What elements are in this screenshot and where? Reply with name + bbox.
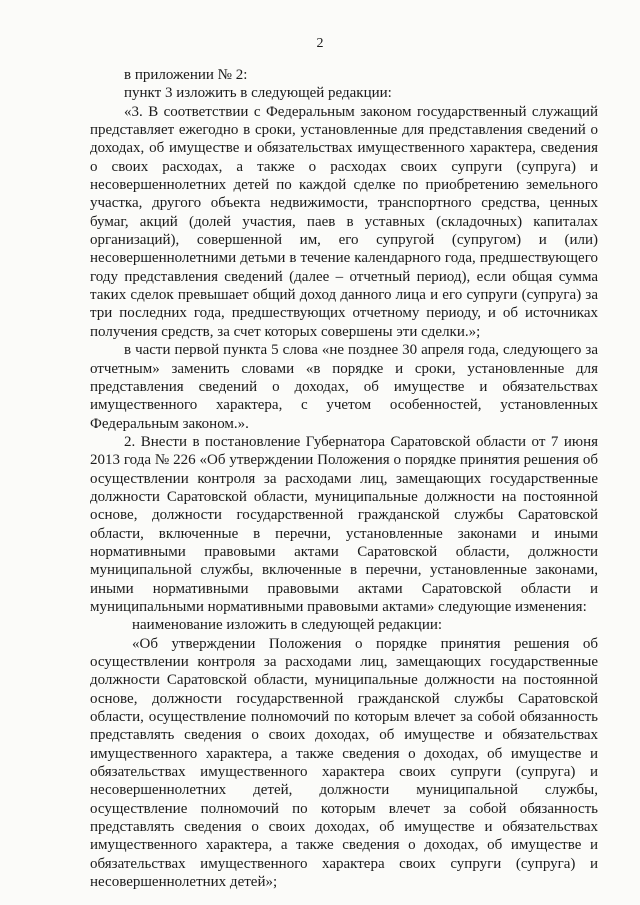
- paragraph-appendix-2: в приложении № 2:: [124, 67, 248, 83]
- paragraph-title-change: наименование изложить в следующей редакции:: [132, 617, 443, 634]
- paragraph-point-5-change: в части первой пункта 5 слова «не позднее 30 апреля года, следующего за отчетным» заменить словами «в порядке и сроки, установленные для представления сведений о доходах, об имуществе и обязательствах имущественного характера, с учетом особенностей, установленных Федеральным законом.».: [90, 342, 598, 432]
- paragraph-amendment-2: 2. Внести в постановление Губернатора Саратовской области от 7 июня 2013 года № 226 «Об утверждении Положения о порядке принятия решения об осуществлении контроля за расходами лиц, замещающих государственные должности Саратовской области, муниципальные должности на постоянной основе, должности государственной гражданской службы Саратовской области, включенные в перечни, установленные законами и иными нормативными правовыми актами Саратовской области, должности муниципальной службы, включенные в перечни, установленные законами, иными нормативными правовыми актами Саратовской области и муниципальными нормативными правовыми актами» следующие изменения:: [90, 433, 598, 615]
- paragraph-point-3-text: «3. В соответствии с Федеральным законом государственный служащий представляет ежегодно в сроки, установленные для представления сведений о доходах, об имуществе и обязательствах имущественного характера, сведения о своих расходах, а также о расходах своих супруги (супруга) и несовершеннолетних детей по каждой сделке по приобретению земельного участка, другого объекта недвижимости, транспортного средства, ценных бумаг, акций (долей участия, паев в уставных (складочных) капиталах организаций), совершенной им, его супругой (супругом) и (или) несовершеннолетними детьми в течение календарного года, предшествующего году представления сведений (далее – отчетный период), если общая сумма таких сделок превышает общий доход данного лица и его супруги (супруга) за три последних года, предшествующих отчетному периоду, и об источниках получения средств, за счет которых совершены эти сделки.»;: [90, 103, 598, 340]
- page-number: 2: [316, 36, 324, 51]
- paragraph-new-title: «Об утверждении Положения о порядке принятия решения об осуществлении контроля за расходами лиц, замещающих государственные должности Саратовской области, муниципальные должности на постоянной основе, должности государственной гражданской службы Саратовской области, осуществление полномочий по которым влечет за собой обязанность представлять сведения о своих доходах, об имуществе и обязательствах имущественного характера, а также сведения о доходах, об имуществе и обязательствах имущественного характера своих супруги (супруга) и несовершеннолетних детей, должности муниципальной службы, осуществление полномочий по которым влечет за собой обязанность представлять сведения о своих доходах, об имуществе и обязательствах имущественного характера, а также сведения о доходах, об имуществе и обязательствах имущественного характера своих супруги (супруга) и несовершеннолетних детей»;: [90, 635, 598, 891]
- paragraph-point-3-intro: пункт 3 изложить в следующей редакции:: [124, 85, 392, 102]
- document-body: [90, 66, 598, 891]
